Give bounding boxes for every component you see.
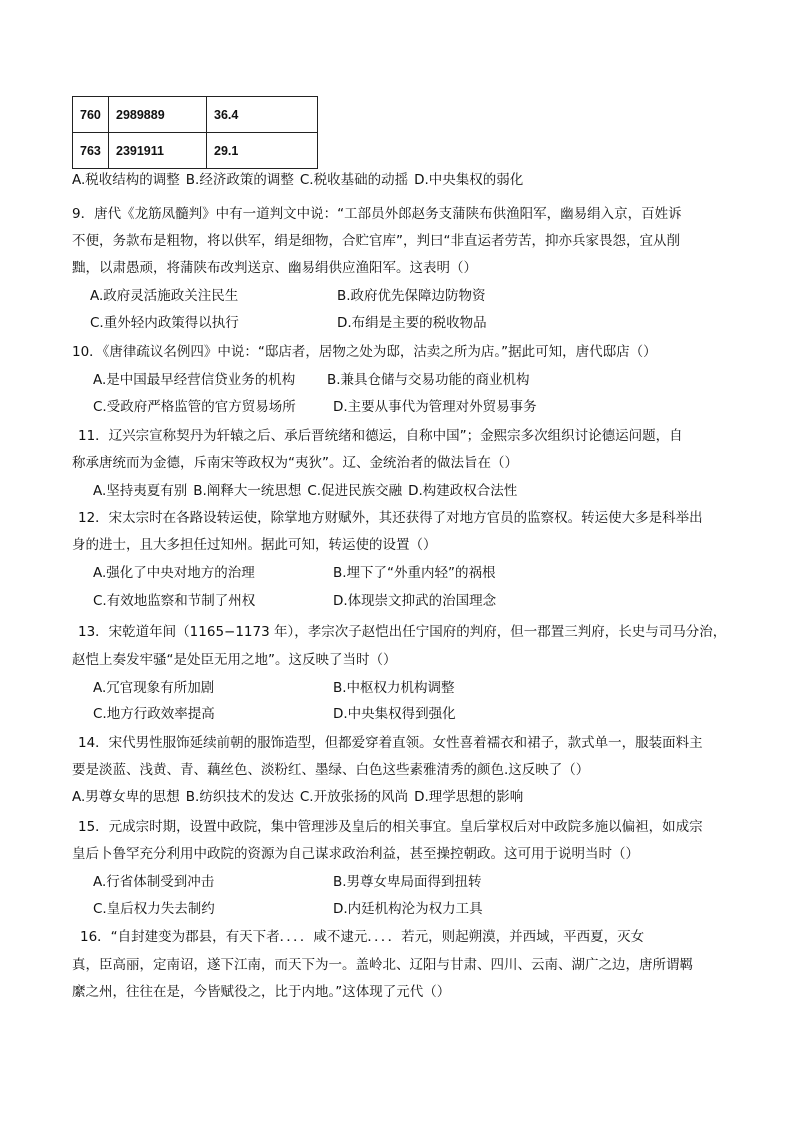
q13-option-b[interactable]: B.中枢权力机构调整	[333, 680, 455, 696]
q14-options	[72, 788, 529, 806]
q14-stem-line: 要是淡蓝、浅黄、青、藕丝色、淡粉红、墨绿、白色这些素雅清秀的颜色.这反映了（）	[72, 762, 590, 778]
q15-option-d[interactable]: D.内廷机构沦为权力工具	[333, 901, 483, 917]
q13-option-d[interactable]: D.中央集权得到强化	[333, 706, 456, 722]
q15-stem-line: 皇后卜鲁罕充分利用中政院的资源为自己谋求政治利益，甚至操控朝政。这可用于说明当时（）	[72, 846, 639, 862]
table-cell: 29.1	[207, 133, 318, 169]
q8-option-c[interactable]: C.税收基础的动摇	[299, 172, 409, 188]
q11-stem-line: 称承唐统而为金德，斥南宋等政权为“夷狄”。辽、金统治者的做法旨在（）	[72, 455, 518, 471]
q10-option-d[interactable]: D.主要从事代为管理对外贸易事务	[333, 399, 537, 415]
table-row	[73, 133, 318, 169]
table-cell: 760	[73, 97, 109, 133]
table-cell: 763	[73, 133, 109, 169]
q14-option-d[interactable]: D.理学思想的影响	[414, 789, 524, 805]
q14-stem-line: 14．宋代男性服饰延续前朝的服饰造型，但都爱穿着直领。女性喜着襦衣和裙子，款式单一，服装面料主	[78, 735, 703, 751]
q12-option-a[interactable]: A.强化了中央对地方的治理	[93, 565, 255, 581]
table-cell: 36.4	[207, 97, 318, 133]
q8-option-b[interactable]: B.经济政策的调整	[185, 172, 294, 188]
q16-stem-line: 縻之州，往往在是，今皆赋役之，比于内地。”这体现了元代（）	[72, 984, 451, 1000]
q13-stem-line: 赵恺上奏发牢骚“是处臣无用之地”。这反映了当时（）	[72, 652, 397, 668]
q12-option-c[interactable]: C.有效地监察和节制了州权	[93, 593, 256, 609]
q10-option-c[interactable]: C.受政府严格监管的官方贸易场所	[93, 399, 296, 415]
q11-option-c[interactable]: C.促进民族交融	[307, 483, 403, 499]
data-table	[72, 96, 318, 169]
q12-stem-line: 12．宋太宗时在各路设转运使，除掌地方财赋外，其还获得了对地方官员的监察权。转运使大多是科举出	[78, 510, 703, 526]
table-cell: 2391911	[109, 133, 207, 169]
q14-option-a[interactable]: A.男尊女卑的思想	[72, 789, 180, 805]
q10-stem-line: 10．《唐律疏议名例四》中说：“邸店者，居物之处为邸，沽卖之所为店。”据此可知，唐代邸店（）	[72, 344, 657, 360]
q15-option-c[interactable]: C.皇后权力失去制约	[93, 901, 215, 917]
q8-option-d[interactable]: D.中央集权的弱化	[414, 172, 524, 188]
q8-options	[72, 171, 529, 189]
q11-stem-line: 11．辽兴宗宣称契丹为轩辕之后、承后晋统绪和德运，自称中国”；金熙宗多次组织讨论德运问题，自	[78, 428, 683, 444]
q11-option-a[interactable]: A.坚持夷夏有别	[93, 483, 188, 499]
q8-option-a[interactable]: A.税收结构的调整	[72, 172, 180, 188]
q13-option-c[interactable]: C.地方行政效率提高	[93, 706, 215, 722]
table-cell: 2989889	[109, 97, 207, 133]
q15-stem-line: 15．元成宗时期，设置中政院，集中管理涉及皇后的相关事宜。皇后掌权后对中政院多施以偏袒，如成宗	[78, 819, 703, 835]
q15-option-b[interactable]: B.男尊女卑局面得到扭转	[333, 874, 482, 890]
q12-option-d[interactable]: D.体现崇文抑武的治国理念	[333, 593, 497, 609]
q12-stem-line: 身的进士，且大多担任过知州。据此可知，转运使的设置（）	[72, 537, 437, 553]
q11-options	[93, 482, 523, 500]
q12-option-b[interactable]: B.埋下了“外重内轻”的祸根	[333, 565, 496, 581]
q16-stem-line: 真，臣高丽，定南诏，遂下江南，而天下为一。盖岭北、辽阳与甘肃、四川、云南、湖广之边，唐所谓羁	[72, 957, 693, 973]
q9-option-d[interactable]: D.布绢是主要的税收物品	[337, 315, 487, 331]
q9-option-b[interactable]: B.政府优先保障边防物资	[337, 288, 486, 304]
table-row	[73, 97, 318, 133]
q9-stem-line: 不便，务款布是粗物，将以供军，绢是细物，合贮官库”，判曰“非直运者劳苦，抑亦兵家畏怨，宜从削	[72, 233, 680, 249]
q9-stem-line: 黜，以肃愚顽，将蒲陕布改判送京、幽易绢供应渔阳军。这表明（）	[72, 260, 477, 276]
q11-option-d[interactable]: D.构建政权合法性	[408, 483, 518, 499]
q13-option-a[interactable]: A.冗官现象有所加剧	[93, 680, 215, 696]
q9-option-c[interactable]: C.重外轻内政策得以执行	[90, 315, 239, 331]
q10-option-b[interactable]: B.兼具仓储与交易功能的商业机构	[327, 372, 530, 388]
q13-stem-line: 13．宋乾道年间（1165−1173 年），孝宗次子赵恺出任宁国府的判府，但一郡置三判府，长史与司马分治，	[78, 624, 727, 640]
q9-stem-line: 9．唐代《龙筋凤髓判》中有一道判文中说：“工部员外郎赵务支蒲陕布供渔阳军，幽易绢入京，百姓诉	[72, 206, 682, 222]
q14-option-c[interactable]: C.开放张扬的风尚	[299, 789, 409, 805]
q15-option-a[interactable]: A.行省体制受到冲击	[93, 874, 215, 890]
q10-option-a[interactable]: A.是中国最早经营信贷业务的机构	[93, 372, 296, 388]
q14-option-b[interactable]: B.纺织技术的发达	[185, 789, 294, 805]
q11-option-b[interactable]: B.阐释大一统思想	[193, 483, 302, 499]
q9-option-a[interactable]: A.政府灵活施政关注民生	[90, 288, 239, 304]
q16-stem-line: 16．“自封建变为郡县，有天下者．．．．咸不逮元．．．．若元，则起朔漠，并西域，平西夏，灭女	[80, 929, 645, 945]
